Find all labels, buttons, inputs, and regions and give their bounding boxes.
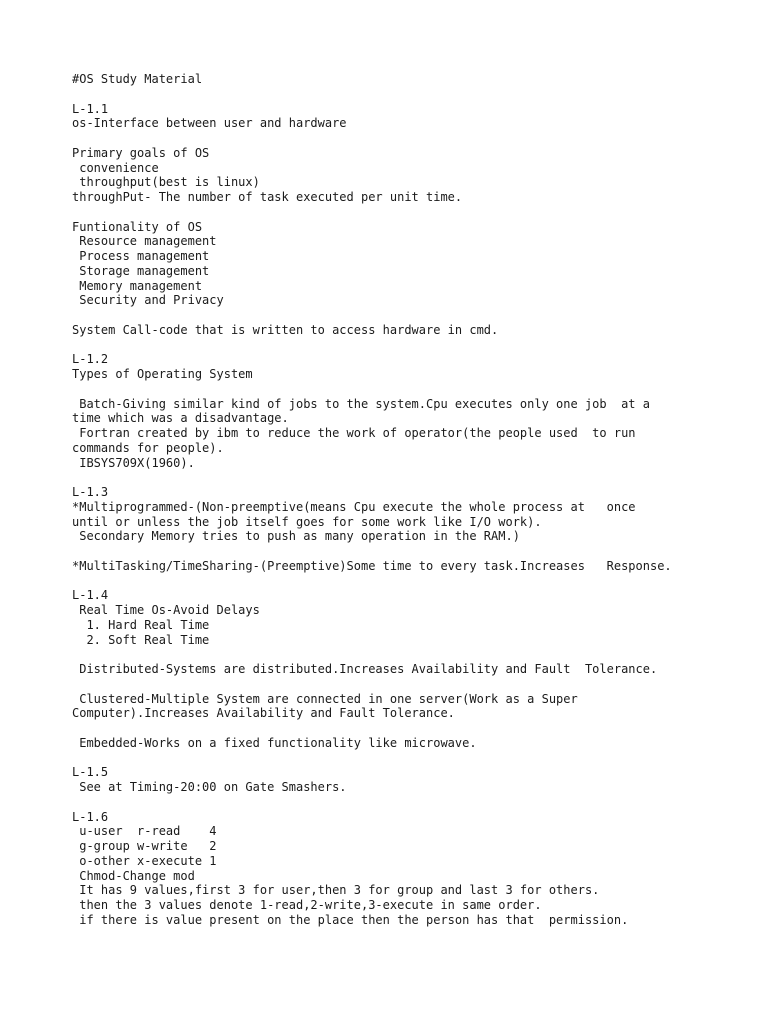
doc-line: u-user r-read 4 <box>72 824 217 839</box>
doc-line: IBSYS709X(1960). <box>72 455 195 470</box>
doc-line: Memory management <box>72 278 203 293</box>
doc-line <box>72 470 752 485</box>
doc-line <box>72 721 752 736</box>
doc-line: Fortran created by ibm to reduce the work of operator(the people used to run <box>72 426 636 440</box>
doc-line <box>72 544 752 559</box>
doc-line: throughPut- The number of task executed per unit time. <box>72 190 463 204</box>
doc-line: o-other x-execute 1 <box>72 853 217 868</box>
doc-line: Types of Operating System <box>72 367 253 381</box>
doc-line: throughput(best is linux) <box>72 175 260 190</box>
doc-line: Batch-Giving similar kind of jobs to the system.Cpu executes only one job at a <box>72 396 650 411</box>
doc-line: It has 9 values,first 3 for user,then 3 for group and last 3 for others. <box>72 883 600 898</box>
doc-line: Embedded-Works on a fixed functionality like microwave. <box>72 735 477 750</box>
doc-line <box>72 338 752 353</box>
doc-line: Primary goals of OS <box>72 145 210 160</box>
doc-line: os-Interface between user and hardware <box>72 116 347 131</box>
doc-line: *Multiprogrammed-(Non-preemptive(means Cpu execute the whole process at once <box>72 499 636 514</box>
doc-line: g-group w-write 2 <box>72 839 217 853</box>
doc-line <box>72 382 752 397</box>
doc-line: Secondary Memory tries to push as many operation in the RAM.) <box>72 529 520 544</box>
doc-line <box>72 87 752 102</box>
doc-line <box>72 795 752 810</box>
doc-line: L-1.3 <box>72 485 109 499</box>
doc-line: Distributed-Systems are distributed.Increases Availability and Fault Tolerance. <box>72 662 658 676</box>
doc-line: L-1.6 <box>72 809 109 824</box>
doc-line: Clustered-Multiple System are connected in one server(Work as a Super <box>72 691 578 706</box>
doc-line <box>72 751 752 766</box>
doc-line: Security and Privacy <box>72 293 224 308</box>
document-page <box>72 72 752 928</box>
doc-line: commands for people). <box>72 440 224 455</box>
doc-line: time which was a disadvantage. <box>72 411 289 426</box>
doc-line <box>72 205 752 220</box>
doc-line: if there is value present on the place then the person has that permission. <box>72 912 629 927</box>
doc-line: Funtionality of OS <box>72 219 203 234</box>
doc-line: #OS Study Material <box>72 72 203 86</box>
doc-line: Computer).Increases Availability and Fault Tolerance. <box>72 706 455 721</box>
doc-line: L-1.1 <box>72 101 109 116</box>
doc-line: until or unless the job itself goes for some work like I/O work). <box>72 514 542 529</box>
doc-line: then the 3 values denote 1-read,2-write,3-execute in same order. <box>72 898 542 912</box>
doc-line <box>72 677 752 692</box>
doc-line <box>72 574 752 589</box>
doc-line: See at Timing-20:00 on Gate Smashers. <box>72 780 347 794</box>
doc-line <box>72 647 752 662</box>
doc-line: Chmod-Change mod <box>72 868 195 883</box>
doc-line: Storage management <box>72 263 210 278</box>
doc-line: *MultiTasking/TimeSharing-(Preemptive)Some time to every task.Increases Response. <box>72 558 672 573</box>
doc-line: L-1.5 <box>72 765 109 780</box>
doc-line: L-1.2 <box>72 352 109 367</box>
doc-line: 1. Hard Real Time <box>72 617 210 632</box>
doc-line <box>72 131 752 146</box>
doc-line: System Call-code that is written to access hardware in cmd. <box>72 322 499 337</box>
doc-line: Resource management <box>72 234 217 249</box>
doc-line: 2. Soft Real Time <box>72 632 210 647</box>
doc-line: L-1.4 <box>72 588 109 603</box>
doc-line: Process management <box>72 249 210 263</box>
doc-line <box>72 308 752 323</box>
doc-line: Real Time Os-Avoid Delays <box>72 603 260 617</box>
doc-line: convenience <box>72 160 159 175</box>
